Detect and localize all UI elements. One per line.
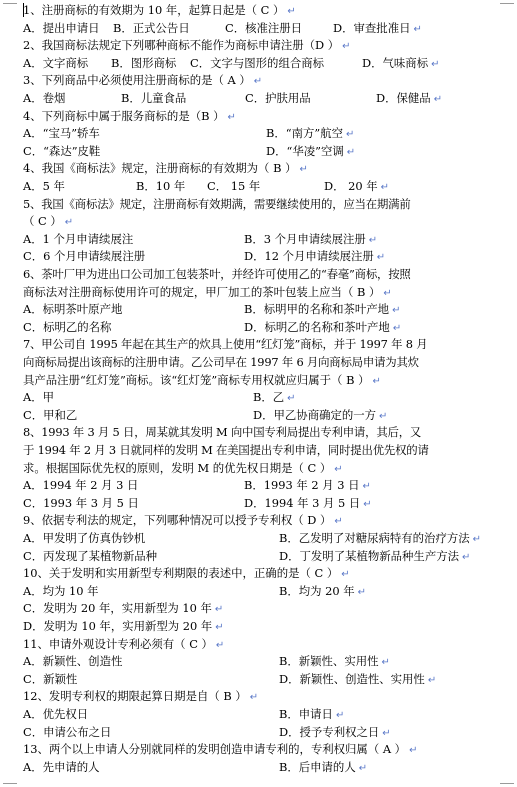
answer-option: B．10 年 xyxy=(136,179,186,193)
options-row xyxy=(23,389,499,406)
options-row xyxy=(23,178,499,195)
paragraph-mark-icon: ↵ xyxy=(287,393,296,405)
answer-option: B．正式公告日 xyxy=(113,20,190,35)
paragraph-mark-icon: ↵ xyxy=(214,604,224,616)
options-row xyxy=(23,248,499,265)
paragraph-mark-icon: ↵ xyxy=(392,322,402,334)
answer-option: B．乙 ↵ xyxy=(253,390,296,405)
paragraph-mark-icon: ↵ xyxy=(379,410,388,422)
answer-option: B．乙发明了对糖尿病特有的治疗方法 ↵ xyxy=(279,531,482,545)
paragraph-mark-icon: ↵ xyxy=(362,481,371,493)
options-row xyxy=(23,231,499,248)
paragraph-mark-icon: ↵ xyxy=(346,146,356,158)
answer-option: C． 15 年 xyxy=(207,179,261,193)
options-row xyxy=(23,724,499,741)
paragraph-mark-icon: ↵ xyxy=(357,586,367,598)
question-stem-text: （ C ） xyxy=(23,214,62,229)
paragraph-mark-icon: ↵ xyxy=(472,534,482,545)
paragraph-mark-icon: ↵ xyxy=(382,727,391,739)
answer-option: C．新颖性 xyxy=(23,671,78,686)
options-row xyxy=(23,20,499,37)
paragraph-mark-icon: ↵ xyxy=(341,569,350,581)
answer-option: A．标明茶叶原产地 xyxy=(23,302,123,317)
question-stem-text: 6、茶叶厂甲为进出口公司加工包装茶叶，并经许可使用乙的“春毫”商标，按照 xyxy=(23,267,411,281)
paragraph-mark-icon: ↵ xyxy=(342,41,351,53)
question-stem-text: 2、我国商标法规定下列哪种商标不能作为商标申请注册（D ） xyxy=(23,38,340,53)
question-stem-text: 13、两个以上申请人分别就同样的发明创造申请专利的，专利权归属（ A ） xyxy=(23,742,407,757)
question-stem-line xyxy=(23,741,417,758)
answer-option: C．甲和乙 xyxy=(23,407,78,422)
answer-option: C．核准注册日 xyxy=(225,20,303,35)
answer-option: A．提出申请日 xyxy=(23,20,100,35)
question-stem-text: 具产品注册“红灯笼”商标。该“红灯笼”商标专用权就应归属于（ B ） xyxy=(23,372,370,387)
question-stem-line xyxy=(23,424,499,441)
question-stem-line xyxy=(23,213,73,230)
paragraph-mark-icon: ↵ xyxy=(249,692,259,704)
question-stem-line xyxy=(23,160,308,177)
answer-option: B．均为 20 年 ↵ xyxy=(279,583,367,598)
answer-option: B．儿童食品 xyxy=(121,91,187,105)
question-stem-line xyxy=(23,565,350,582)
paragraph-mark-icon: ↵ xyxy=(392,305,401,317)
answer-option: A．1994 年 2 月 3 日 xyxy=(23,478,139,493)
answer-option: B．后申请的人 ↵ xyxy=(279,759,368,774)
question-stem-text: 向商标局提出该商标的注册申请。乙公司早在 1997 年 6 月向商标局申请为其炊 xyxy=(23,355,419,369)
answer-option: C．护肤用品 xyxy=(245,91,311,105)
options-row xyxy=(23,495,499,512)
paragraph-mark-icon: ↵ xyxy=(335,710,345,721)
question-stem-line xyxy=(23,2,296,19)
margin-mark-bottom-left xyxy=(3,783,17,784)
answer-option: A．卷烟 xyxy=(23,91,66,105)
answer-option: A．新颖性、创造性 xyxy=(23,654,123,669)
options-row xyxy=(23,477,499,494)
answer-option: B．图形商标 xyxy=(111,55,177,70)
paragraph-mark-icon: ↵ xyxy=(227,111,236,123)
paragraph-mark-icon: ↵ xyxy=(372,375,381,387)
options-row xyxy=(23,319,499,336)
paragraph-mark-icon: ↵ xyxy=(381,657,390,669)
answer-option: D．发明为 10 年，实用新型为 20 年 ↵ xyxy=(23,619,224,633)
options-row xyxy=(23,143,499,160)
question-stem-text: 1、注册商标的有效期为 10 年，起算日起是（ C ） xyxy=(23,3,285,17)
answer-option: A．均为 10 年 xyxy=(23,583,99,598)
question-stem-text: 11、申请外观设计专利必须有（ C ） xyxy=(23,636,213,651)
margin-mark-top-left xyxy=(3,3,17,4)
answer-option: D．甲乙协商确定的一方 ↵ xyxy=(253,407,388,422)
answer-option: D．“华凌”空调 ↵ xyxy=(266,143,356,158)
question-stem-text: 商标法对注册商标使用许可的规定，甲厂加工的茶叶包装上应当（ B ） xyxy=(23,284,381,299)
answer-option: D．气味商标 ↵ xyxy=(362,55,440,70)
question-stem-text: 3、下列商品中必须使用注册商标的是（ A ） xyxy=(23,73,251,88)
question-stem-line xyxy=(23,636,224,653)
answer-option: C．6 个月申请续展注册 xyxy=(23,249,146,264)
paragraph-mark-icon: ↵ xyxy=(345,129,355,141)
answer-option: A．先申请的人 xyxy=(23,759,100,774)
answer-option: D．丁发明了某植物新品种生产方法 ↵ xyxy=(279,548,471,563)
answer-option: A．甲发明了仿真伪钞机 xyxy=(23,531,146,545)
question-stem-line xyxy=(23,512,343,529)
question-stem-text: 7、甲公司自 1995 年起在其生产的炊具上使用“红灯笼”商标，并于 1997 年 8 月 xyxy=(23,337,428,352)
answer-option: C．1993 年 3 月 5 日 xyxy=(23,495,139,510)
answer-option: D．12 个月申请续展注册 ↵ xyxy=(244,249,386,264)
margin-mark-top-right xyxy=(500,3,514,4)
question-stem-line xyxy=(23,37,351,54)
answer-option: D．授予专利权之日 ↵ xyxy=(279,724,391,739)
options-row xyxy=(23,583,499,600)
paragraph-mark-icon: ↵ xyxy=(427,674,437,686)
question-stem-text: 4、下列商标中属于服务商标的是（B ） xyxy=(23,108,225,123)
question-stem-line xyxy=(23,688,258,705)
question-stem-line xyxy=(23,284,392,301)
question-stem-line xyxy=(23,354,499,371)
options-row xyxy=(23,548,499,565)
question-stem-text: 10、关于发明和实用新型专利期限的表述中，正确的是（ C ） xyxy=(23,566,339,581)
question-stem-text: 于 1994 年 2 月 3 日就同样的发明 M 在美国提出专利申请，同时提出优先权的请 xyxy=(23,443,429,457)
question-stem-text: 9、依据专利法的规定，下列哪种情况可以授予专利权（ D ） xyxy=(23,513,332,528)
options-row xyxy=(23,55,499,72)
answer-option: D．1994 年 3 月 5 日 ↵ xyxy=(244,495,372,510)
answer-option: A．1 个月申请续展注 xyxy=(23,231,134,246)
paragraph-mark-icon: ↵ xyxy=(64,217,74,229)
options-row xyxy=(23,706,499,723)
answer-option: C．标明乙的名称 xyxy=(23,319,112,334)
question-stem-line xyxy=(23,196,499,213)
question-stem-text: 4、我国《商标法》规定，注册商标的有效期为（ B ） xyxy=(23,161,297,176)
answer-option: D．新颖性、创造性、实用性 ↵ xyxy=(279,671,437,686)
answer-option: C．文字与图形的组合商标 xyxy=(190,55,325,70)
answer-option: B．标明甲的名称和茶叶产地 ↵ xyxy=(244,302,401,317)
answer-option: B．新颖性、实用性 ↵ xyxy=(279,654,390,669)
options-row xyxy=(23,600,499,617)
answer-option: A．文字商标 xyxy=(23,55,89,70)
answer-option: A．甲 xyxy=(23,390,55,405)
question-stem-line xyxy=(23,266,499,283)
question-stem-line xyxy=(23,336,499,353)
question-stem-line xyxy=(23,442,499,459)
options-row xyxy=(23,653,499,670)
answer-option: B．“南方”航空 ↵ xyxy=(266,126,355,141)
question-stem-line xyxy=(23,108,236,125)
options-row xyxy=(23,90,499,107)
question-stem-text: 求。根据国际优先权的原则，发明 M 的优先权日期是（ C ） xyxy=(23,460,332,475)
question-stem-line xyxy=(23,72,262,89)
answer-option: A．5 年 xyxy=(23,179,65,193)
answer-option: D．保健品 ↵ xyxy=(376,91,443,105)
answer-option: B．3 个月申请续展注册 ↵ xyxy=(244,231,378,246)
paragraph-mark-icon: ↵ xyxy=(334,463,343,475)
options-row xyxy=(23,759,499,776)
question-stem-text: 5、我国《商标法》规定，注册商标有效期满，需要继续使用的，应当在期满前 xyxy=(23,196,411,211)
answer-option: C．申请公布之日 xyxy=(23,724,112,739)
question-stem-line xyxy=(23,460,343,477)
options-row xyxy=(23,125,499,142)
paragraph-mark-icon: ↵ xyxy=(431,58,440,70)
margin-mark-bottom-right xyxy=(500,783,514,784)
paragraph-mark-icon: ↵ xyxy=(462,551,471,563)
paragraph-mark-icon: ↵ xyxy=(215,639,225,651)
answer-option: B．1993 年 2 月 3 日 ↵ xyxy=(244,478,371,493)
answer-option: D．标明乙的名称和茶叶产地 ↵ xyxy=(244,319,402,334)
options-row xyxy=(23,301,499,318)
question-stem-text: 8、1993 年 3 月 5 日，周某就其发明 M 向中国专利局提出专利申请，其后，又 xyxy=(23,425,422,440)
options-row xyxy=(23,618,499,635)
question-stem-text: 12、发明专利权的期限起算日期是自（ B ） xyxy=(23,689,247,704)
paragraph-mark-icon: ↵ xyxy=(334,516,343,528)
answer-option: B．申请日 ↵ xyxy=(279,707,345,721)
paragraph-mark-icon: ↵ xyxy=(215,622,224,633)
paragraph-mark-icon: ↵ xyxy=(433,94,443,105)
paragraph-mark-icon: ↵ xyxy=(287,6,296,17)
answer-option: C．丙发现了某植物新品种 xyxy=(23,548,158,563)
answer-option: C．发明为 20 年，实用新型为 10 年 ↵ xyxy=(23,601,224,616)
answer-option: D． 20 年 ↵ xyxy=(324,179,390,193)
paragraph-mark-icon: ↵ xyxy=(413,23,422,35)
options-row xyxy=(23,671,499,688)
paragraph-mark-icon: ↵ xyxy=(368,234,378,246)
paragraph-mark-icon: ↵ xyxy=(380,182,390,193)
paragraph-mark-icon: ↵ xyxy=(253,76,263,88)
answer-option: A．优先权日 xyxy=(23,707,89,721)
paragraph-mark-icon: ↵ xyxy=(299,164,308,176)
paragraph-mark-icon: ↵ xyxy=(358,762,368,774)
options-row xyxy=(23,407,499,424)
answer-option: C．“森达”皮鞋 xyxy=(23,143,101,158)
paragraph-mark-icon: ↵ xyxy=(409,745,418,757)
paragraph-mark-icon: ↵ xyxy=(383,287,392,299)
question-stem-line xyxy=(23,372,381,389)
paragraph-mark-icon: ↵ xyxy=(363,498,372,510)
options-row xyxy=(23,530,499,547)
answer-option: A．“宝马”轿车 xyxy=(23,126,100,141)
answer-option: D．审查批准日 ↵ xyxy=(333,20,422,35)
paragraph-mark-icon: ↵ xyxy=(376,252,386,264)
